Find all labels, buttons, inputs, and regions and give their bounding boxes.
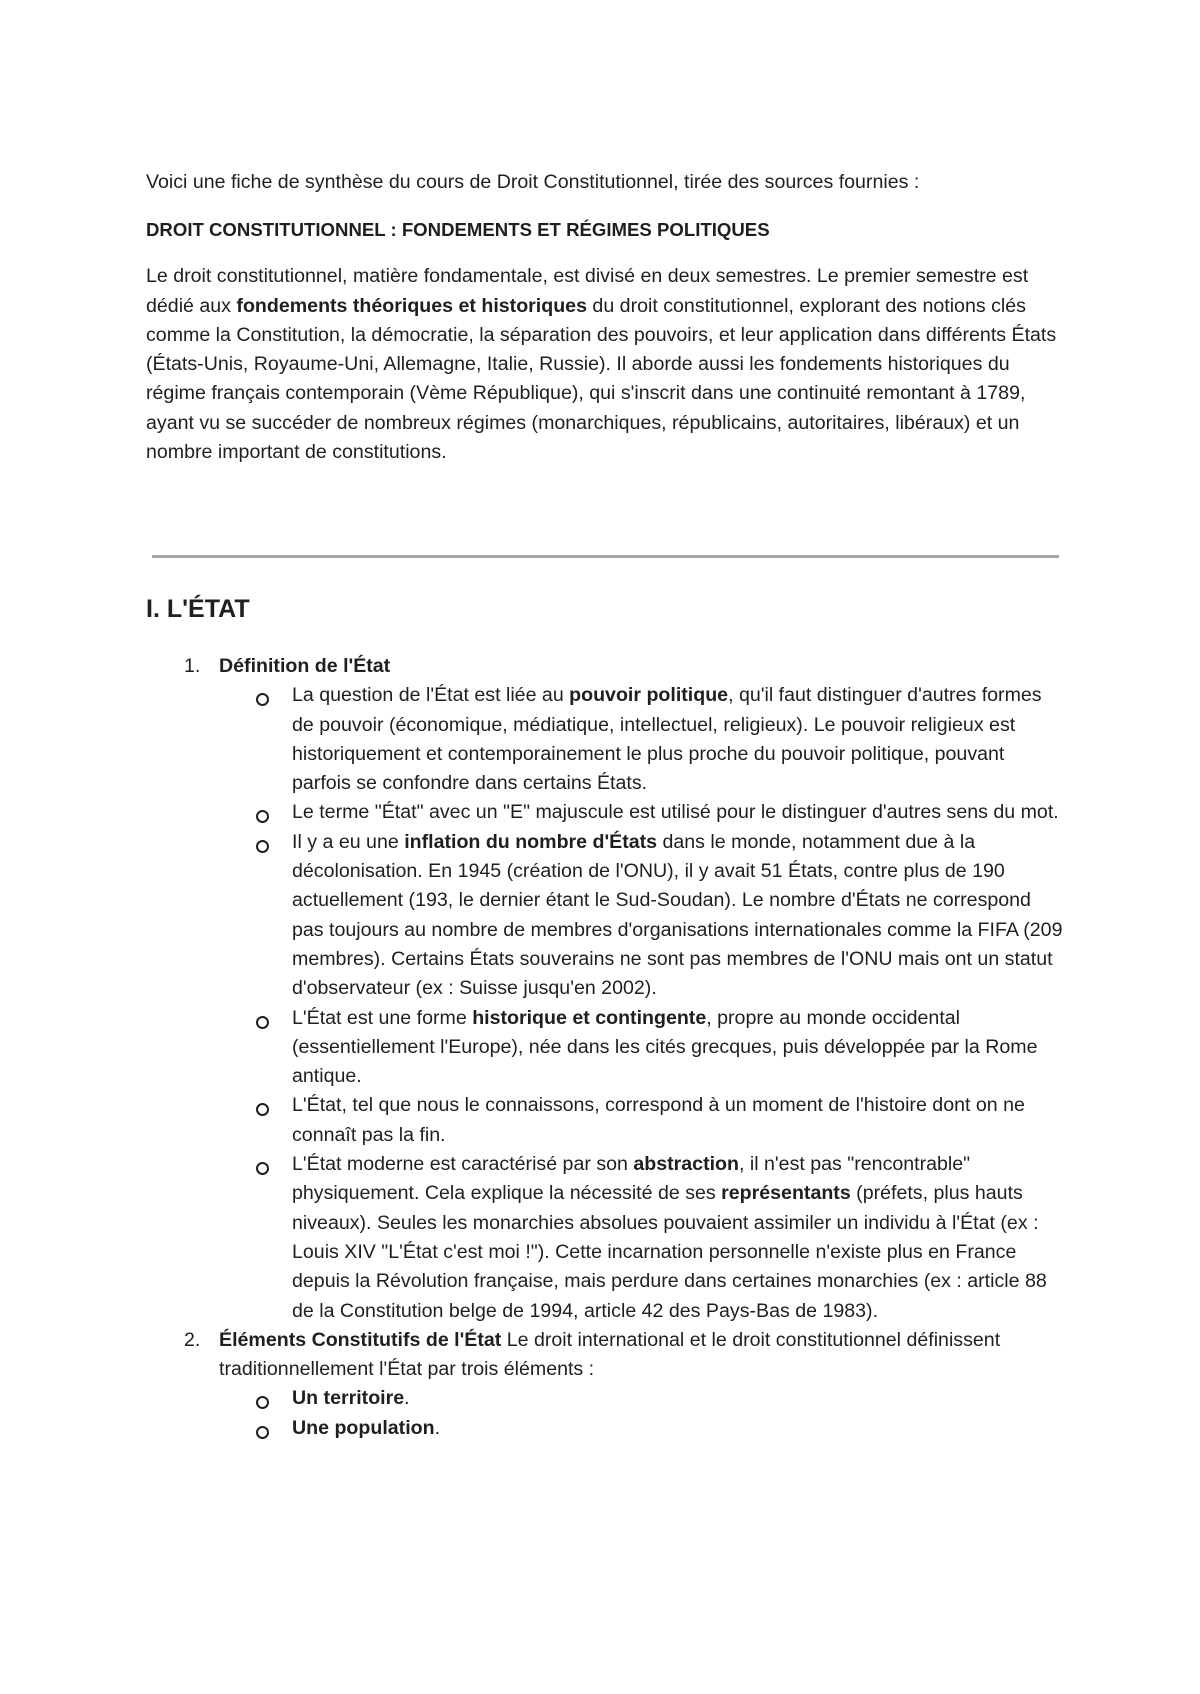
list-item bbox=[146, 652, 1066, 681]
document-title: DROIT CONSTITUTIONNEL : FONDEMENTS ET RÉGIMES POLITIQUES bbox=[146, 219, 770, 241]
bullet-circle-icon bbox=[256, 1016, 269, 1029]
bullet-circle-icon bbox=[256, 810, 269, 823]
summary-paragraph: Le droit constitutionnel, matière fondamentale, est divisé en deux semestres. Le premier semestre est dédié aux fondements théoriques et historiques du droit constitutionnel, explorant des notions clés comme la Constitution, la démocratie, la séparation des pouvoirs, et leur application dans différents États (États-Unis, Royaume-Uni, Allemagne, Italie, Russie). Il aborde aussi les fondements historiques du régime français contemporain (Vème République), qui s'inscrit dans une continuité remontant à 1789, ayant vu se succéder de nombreux régimes (monarchiques, républicains, autoritaires, libéraux) et un nombre important de constitutions. bbox=[146, 265, 1057, 464]
bullet-item: Il y a eu une inflation du nombre d'États dans le monde, notamment due à la décolonisation. En 1945 (création de l'ONU), il y avait 51 États, contre plus de 190 actuellement (193, le dernier étant le Sud-Soudan). Le nombre d'États ne correspond pas toujours au nombre de membres d'organisations internationales comme la FIFA (209 membres). Certains États souverains ne sont pas membres de l'ONU mais ont un statut d'observateur (ex : Suisse jusqu'en 2002). bbox=[146, 828, 1066, 1004]
list-number: 1. bbox=[184, 655, 201, 677]
bullet-item: L'État est une forme historique et contingente, propre au monde occidental (essentiellement l'Europe), née dans les cités grecques, puis développée par la Rome antique. bbox=[146, 1004, 1066, 1092]
bullet-circle-icon bbox=[256, 1396, 269, 1409]
bullet-circle-icon bbox=[256, 1162, 269, 1175]
section-heading: I. L'ÉTAT bbox=[146, 595, 250, 623]
bullet-circle-icon bbox=[256, 1103, 269, 1116]
list-number: 2. bbox=[184, 1328, 201, 1351]
document-body bbox=[146, 168, 1066, 467]
item-title: Définition de l'État bbox=[219, 655, 391, 677]
bullet-item: L'État moderne est caractérisé par son abstraction, il n'est pas "rencontrable" physiquement. Cela explique la nécessité de ses représentants (préfets, plus hauts niveaux). Seules les monarchies absolues pouvaient assimiler un individu à l'État (ex : Louis XIV "L'État c'est moi !"). Cette incarnation personnelle n'existe plus en France depuis la Révolution française, mais perdure dans certaines monarchies (ex : article 88 de la Constitution belge de 1994, article 42 des Pays-Bas de 1983). bbox=[146, 1150, 1066, 1326]
intro-text: Voici une fiche de synthèse du cours de Droit Constitutionnel, tirée des sources fournies : bbox=[146, 171, 920, 193]
bullet-item: L'État, tel que nous le connaissons, correspond à un moment de l'histoire dont on ne connaît pas la fin. bbox=[146, 1091, 1066, 1150]
bullet-item: Une population. bbox=[146, 1414, 1066, 1443]
bullet-item: Un territoire. bbox=[146, 1384, 1066, 1413]
bullet-circle-icon bbox=[256, 1426, 269, 1439]
bullet-item: Le terme "État" avec un "E" majuscule est utilisé pour le distinguer d'autres sens du mot. bbox=[146, 798, 1066, 827]
bullet-item: La question de l'État est liée au pouvoir politique, qu'il faut distinguer d'autres formes de pouvoir (économique, médiatique, intellectuel, religieux). Le pouvoir religieux est historiquement et contemporainement le plus proche du pouvoir politique, pouvant parfois se confondre dans certains États. bbox=[146, 681, 1066, 798]
outline-list bbox=[146, 652, 1066, 1443]
item-title: Éléments Constitutifs de l'État bbox=[219, 1328, 502, 1351]
bullet-circle-icon bbox=[256, 840, 269, 853]
bullet-circle-icon bbox=[256, 693, 269, 706]
list-item: 2. Éléments Constitutifs de l'État Le droit international et le droit constitutionnel définissent traditionnellement l'État par trois éléments : bbox=[146, 1326, 1066, 1385]
horizontal-divider bbox=[152, 555, 1059, 558]
